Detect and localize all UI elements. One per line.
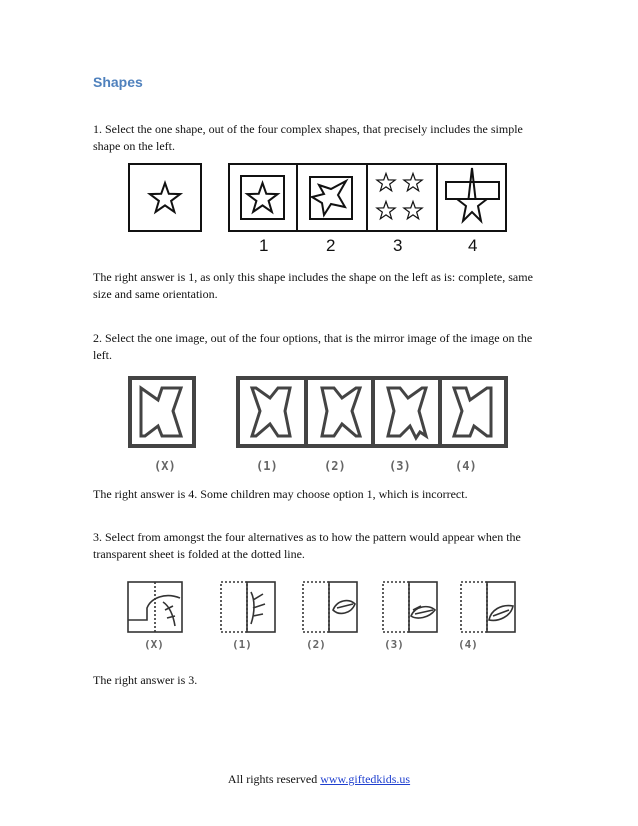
footer xyxy=(0,772,638,787)
option-4-shape xyxy=(446,168,499,221)
question-2-figure xyxy=(128,376,508,451)
option-2-shape xyxy=(310,177,352,219)
q2-label-2: (2) xyxy=(324,459,346,473)
q1-label-3: 3 xyxy=(393,236,403,255)
option-1-sheet xyxy=(221,582,275,632)
question-1-text: 1. Select the one shape, out of the four complex shapes, that precisely includes the simple shape on the left. xyxy=(93,122,523,153)
option-1-figure xyxy=(252,388,290,436)
option-1-shape xyxy=(241,176,284,219)
question-2-answer: The right answer is 4. Some children may choose option 1, which is incorrect. xyxy=(93,487,468,501)
footer-link[interactable]: www.giftedkids.us xyxy=(320,772,411,786)
option-2-figure xyxy=(322,388,360,436)
reference-sheet xyxy=(128,582,182,632)
question-1-answer: The right answer is 1, as only this shape includes the shape on the left as is: complete, same size and same orientation. xyxy=(93,270,533,301)
q2-label-3: (3) xyxy=(389,459,411,473)
q3-label-x: (X) xyxy=(144,638,164,651)
option-3-sheet xyxy=(383,582,437,632)
page-title: Shapes xyxy=(93,74,143,90)
option-2-sheet xyxy=(303,582,357,632)
question-3-figure xyxy=(125,580,525,635)
question-1-figure xyxy=(128,163,508,233)
q2-label-1: (1) xyxy=(256,459,278,473)
q3-label-1: (1) xyxy=(232,638,252,651)
q1-label-4: 4 xyxy=(468,236,478,255)
reference-figure xyxy=(141,388,181,436)
option-4-sheet xyxy=(461,582,515,632)
option-3-shape xyxy=(377,173,422,218)
q3-label-3: (3) xyxy=(384,638,404,651)
question-3-text: 3. Select from amongst the four alternatives as to how the pattern would appear when the transparent sheet is folded at the dotted line. xyxy=(93,530,521,561)
q1-label-1: 1 xyxy=(259,236,269,255)
q2-label-4: (4) xyxy=(455,459,477,473)
question-2-text: 2. Select the one image, out of the four options, that is the mirror image of the image on the left. xyxy=(93,331,533,362)
q3-label-2: (2) xyxy=(306,638,326,651)
reference-shape xyxy=(129,164,201,231)
q1-label-2: 2 xyxy=(326,236,336,255)
q2-label-x: (X) xyxy=(154,459,176,473)
option-3-figure xyxy=(388,388,426,438)
q3-label-4: (4) xyxy=(458,638,478,651)
option-4-figure xyxy=(454,388,491,436)
footer-text: All rights reserved xyxy=(227,772,321,786)
question-3-answer: The right answer is 3. xyxy=(93,673,198,687)
